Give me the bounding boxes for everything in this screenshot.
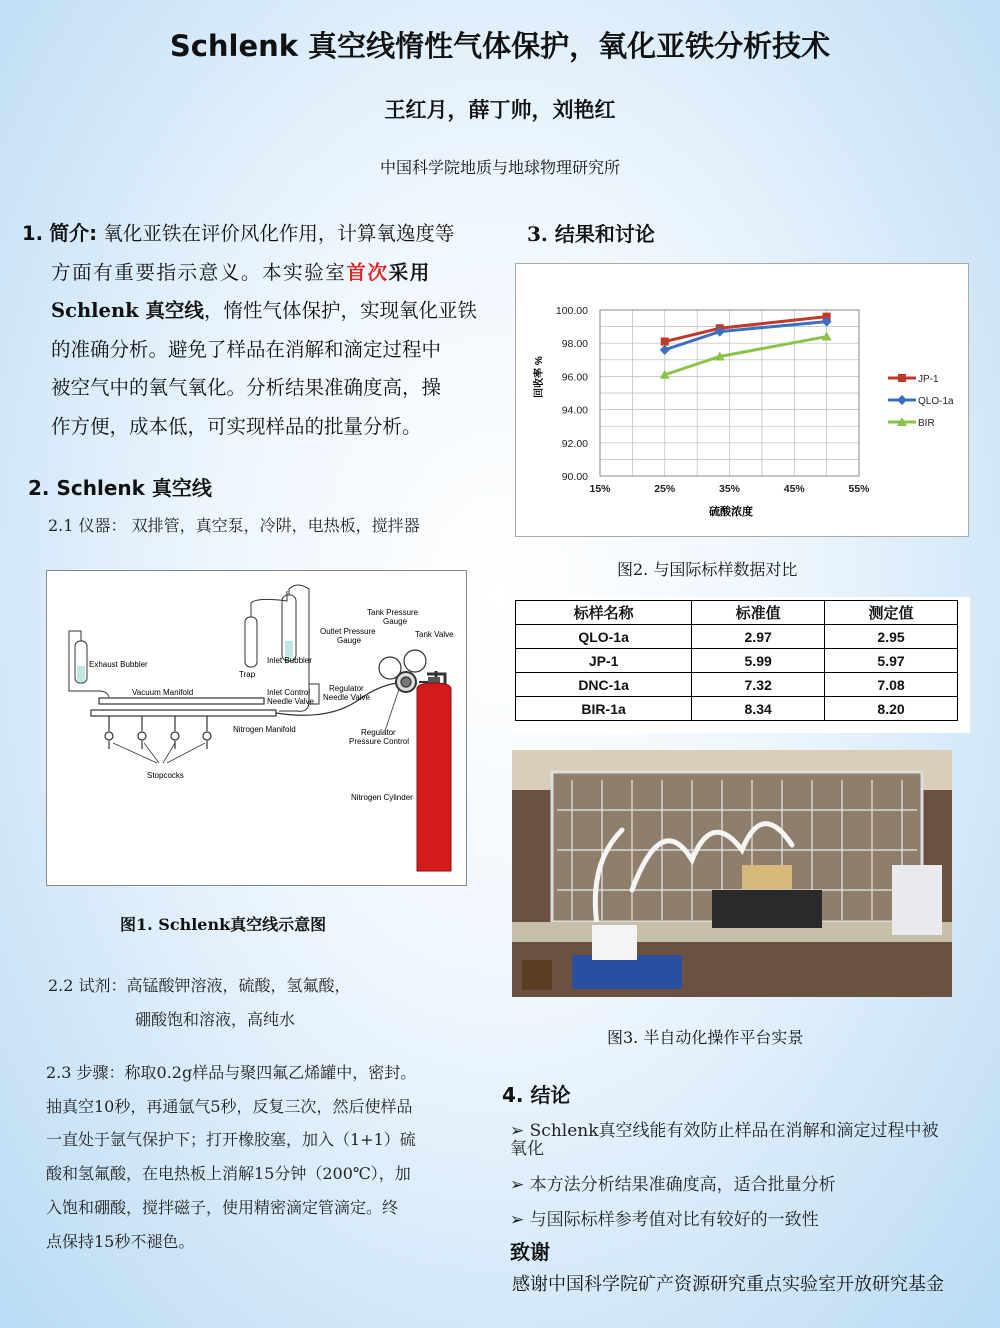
intro-line: 被空气中的氧气氧化。分析结果准确度高，操 xyxy=(51,376,442,399)
intro-schlenk: Schlenk 真空线 xyxy=(51,299,204,322)
diagram-label: Needle Valve xyxy=(323,693,370,702)
diagram-label: Outlet Pressure xyxy=(320,627,376,636)
chart-point xyxy=(898,374,906,382)
chart-y-tick-label: 92.00 xyxy=(561,437,588,450)
table-row xyxy=(516,649,958,673)
chart-y-tick-label: 94.00 xyxy=(561,404,588,417)
table-cell: 5.97 xyxy=(825,649,958,673)
diagram-label: Regulator xyxy=(329,684,364,693)
intro-line: 作方便，成本低，可实现样品的批量分析。 xyxy=(51,414,422,438)
intro-number: 1. xyxy=(22,222,43,245)
arrow-bullet-icon: ➢ xyxy=(510,1210,525,1230)
conclusion-list xyxy=(510,1116,990,1230)
chart-x-tick-label: 15% xyxy=(589,483,611,495)
arrow-bullet-icon: ➢ xyxy=(510,1121,525,1141)
chart-point xyxy=(660,345,670,355)
diagram-label: Gauge xyxy=(383,617,408,626)
table-cell: JP-1 xyxy=(516,649,692,673)
table-cell: 7.32 xyxy=(692,673,825,697)
standards-table-box xyxy=(512,597,970,733)
diagram-label: Stopcocks xyxy=(147,771,184,780)
steps-line: 酸和氢氟酸，在电热板上消解15分钟（200℃），加 xyxy=(46,1164,411,1184)
chart-y-tick-label: 96.00 xyxy=(561,371,588,384)
table-cell: 5.99 xyxy=(692,649,825,673)
diagram-label: Nitrogen Manifold xyxy=(233,725,296,734)
intro-line: 方面有重要指示意义。本实验室 xyxy=(51,260,347,284)
legend-label: QLO-1a xyxy=(918,396,954,407)
acknowledgement-heading: 致谢 xyxy=(510,1240,550,1264)
conclusion-text: 与国际标样参考值对比有较好的一致性 xyxy=(529,1210,819,1230)
diagram-label: Pressure Control xyxy=(349,737,410,746)
nitrogen-cylinder-icon xyxy=(417,677,451,871)
chart-xlabel: 硫酸浓度 xyxy=(709,506,753,518)
intro-line: 采用 xyxy=(388,260,431,284)
section3-heading: 3. 结果和讨论 xyxy=(527,222,655,246)
table-header: 标样名称 xyxy=(516,601,692,625)
instruments-text: 2.1 仪器： 双排管，真空泵，冷阱，电热板，搅拌器 xyxy=(48,516,420,535)
diagram-label: Tank Pressure xyxy=(367,608,419,617)
reagents-line: 2.2 试剂：高锰酸钾溶液，硫酸，氢氟酸， xyxy=(48,976,351,995)
list-item xyxy=(510,1170,990,1195)
list-item xyxy=(510,1116,990,1141)
reagents-line: 硼酸饱和溶液，高纯水 xyxy=(135,1010,296,1029)
diagram-label: Inlet Bubbler xyxy=(267,656,312,665)
intro-line: 的准确分析。避免了样品在消解和滴定过程中 xyxy=(51,337,442,361)
diagram-label: Regulator xyxy=(361,728,396,737)
schlenk-diagram-svg xyxy=(47,571,466,885)
chart-ylabel: 回收率 % xyxy=(534,356,545,398)
table-header-row xyxy=(516,601,958,625)
table-cell: BIR-1a xyxy=(516,697,692,721)
table-cell: 8.34 xyxy=(692,697,825,721)
chart-x-tick-label: 45% xyxy=(783,483,805,495)
legend-label: JP-1 xyxy=(918,374,939,385)
diagram-label: Gauge xyxy=(337,636,362,645)
authors: 王红月，薛丁帅，刘艳红 xyxy=(384,98,616,122)
chart-x-tick-label: 25% xyxy=(654,483,676,495)
diagram-label: Exhaust Bubbler xyxy=(89,660,148,669)
conclusion-text: Schlenk真空线能有效防止样品在消解和滴定过程中被 xyxy=(529,1121,939,1141)
diagram-label: Needle Valve xyxy=(267,697,314,706)
table-cell: 2.95 xyxy=(825,625,958,649)
diagram-label: Trap xyxy=(239,670,256,679)
lab-platform-photo xyxy=(512,750,952,997)
steps-line: 抽真空10秒，再通氩气5秒，反复三次，然后使样品 xyxy=(46,1096,413,1116)
list-item xyxy=(510,1205,990,1230)
section4-heading: 4. 结论 xyxy=(502,1083,571,1107)
acknowledgement-text: 感谢中国科学院矿产资源研究重点实验室开放研究基金 xyxy=(512,1274,944,1295)
recovery-chart xyxy=(515,263,969,537)
chart-y-tick-label: 98.00 xyxy=(561,338,588,351)
arrow-bullet-icon: ➢ xyxy=(510,1175,525,1195)
steps-line: 一直处于氩气保护下；打开橡胶塞，加入（1+1）硫 xyxy=(46,1130,416,1150)
table-row xyxy=(516,625,958,649)
table-cell: 8.20 xyxy=(825,697,958,721)
table-cell: DNC-1a xyxy=(516,673,692,697)
conclusion-text: 本方法分析结果准确度高，适合批量分析 xyxy=(529,1175,836,1195)
standards-table xyxy=(515,600,958,721)
chart-x-tick-label: 35% xyxy=(718,483,741,495)
table-row xyxy=(516,697,958,721)
intro-heading: 简介: xyxy=(49,221,98,245)
diagram-label: Nitrogen Cylinder xyxy=(351,793,413,802)
diagram-label: Vacuum Manifold xyxy=(132,688,194,697)
table-cell: QLO-1a xyxy=(516,625,692,649)
diagram-label: Tank Valve xyxy=(415,630,454,639)
steps-line: 入饱和硼酸，搅拌磁子，使用精密滴定管滴定。终 xyxy=(46,1197,399,1217)
chart-x-tick-label: 55% xyxy=(848,483,870,495)
recovery-chart-svg xyxy=(516,264,968,536)
intro-line: ，惰性气体保护，实现氧化亚铁 xyxy=(203,299,477,322)
intro-highlight: 首次 xyxy=(346,260,389,284)
schlenk-diagram xyxy=(46,570,467,886)
diagram-label: Inlet Control xyxy=(267,688,311,697)
chart-y-tick-label: 100.00 xyxy=(555,305,588,317)
section2-heading: 2. Schlenk 真空线 xyxy=(28,476,212,500)
table-cell: 2.97 xyxy=(692,625,825,649)
fig3-caption: 图3. 半自动化操作平台实景 xyxy=(607,1028,804,1047)
chart-y-tick-label: 90.00 xyxy=(561,471,588,483)
steps-line: 点保持15秒不褪色。 xyxy=(46,1231,195,1251)
table-header: 标准值 xyxy=(692,601,825,625)
poster-title: Schlenk 真空线惰性气体保护，氧化亚铁分析技术 xyxy=(169,29,831,63)
fig1-caption: 图1. Schlenk真空线示意图 xyxy=(120,915,327,934)
steps-text xyxy=(46,1056,416,1258)
lab-photo-illustration xyxy=(512,750,952,997)
conclusion-text: 氧化 xyxy=(510,1139,544,1159)
table-cell: 7.08 xyxy=(825,673,958,697)
intro-line: 氧化亚铁在评价风化作用，计算氧逸度等 xyxy=(103,222,455,245)
intro-paragraph xyxy=(22,214,500,446)
fig2-caption: 图2. 与国际标样数据对比 xyxy=(617,560,798,579)
table-row xyxy=(516,673,958,697)
institution: 中国科学院地质与地球物理研究所 xyxy=(379,158,620,177)
steps-line: 2.3 步骤：称取0.2g样品与聚四氟乙烯罐中，密封。 xyxy=(46,1063,417,1082)
table-header: 测定值 xyxy=(825,601,958,625)
chart-point xyxy=(661,338,669,346)
legend-label: BIR xyxy=(918,418,935,429)
chart-point xyxy=(897,395,907,405)
